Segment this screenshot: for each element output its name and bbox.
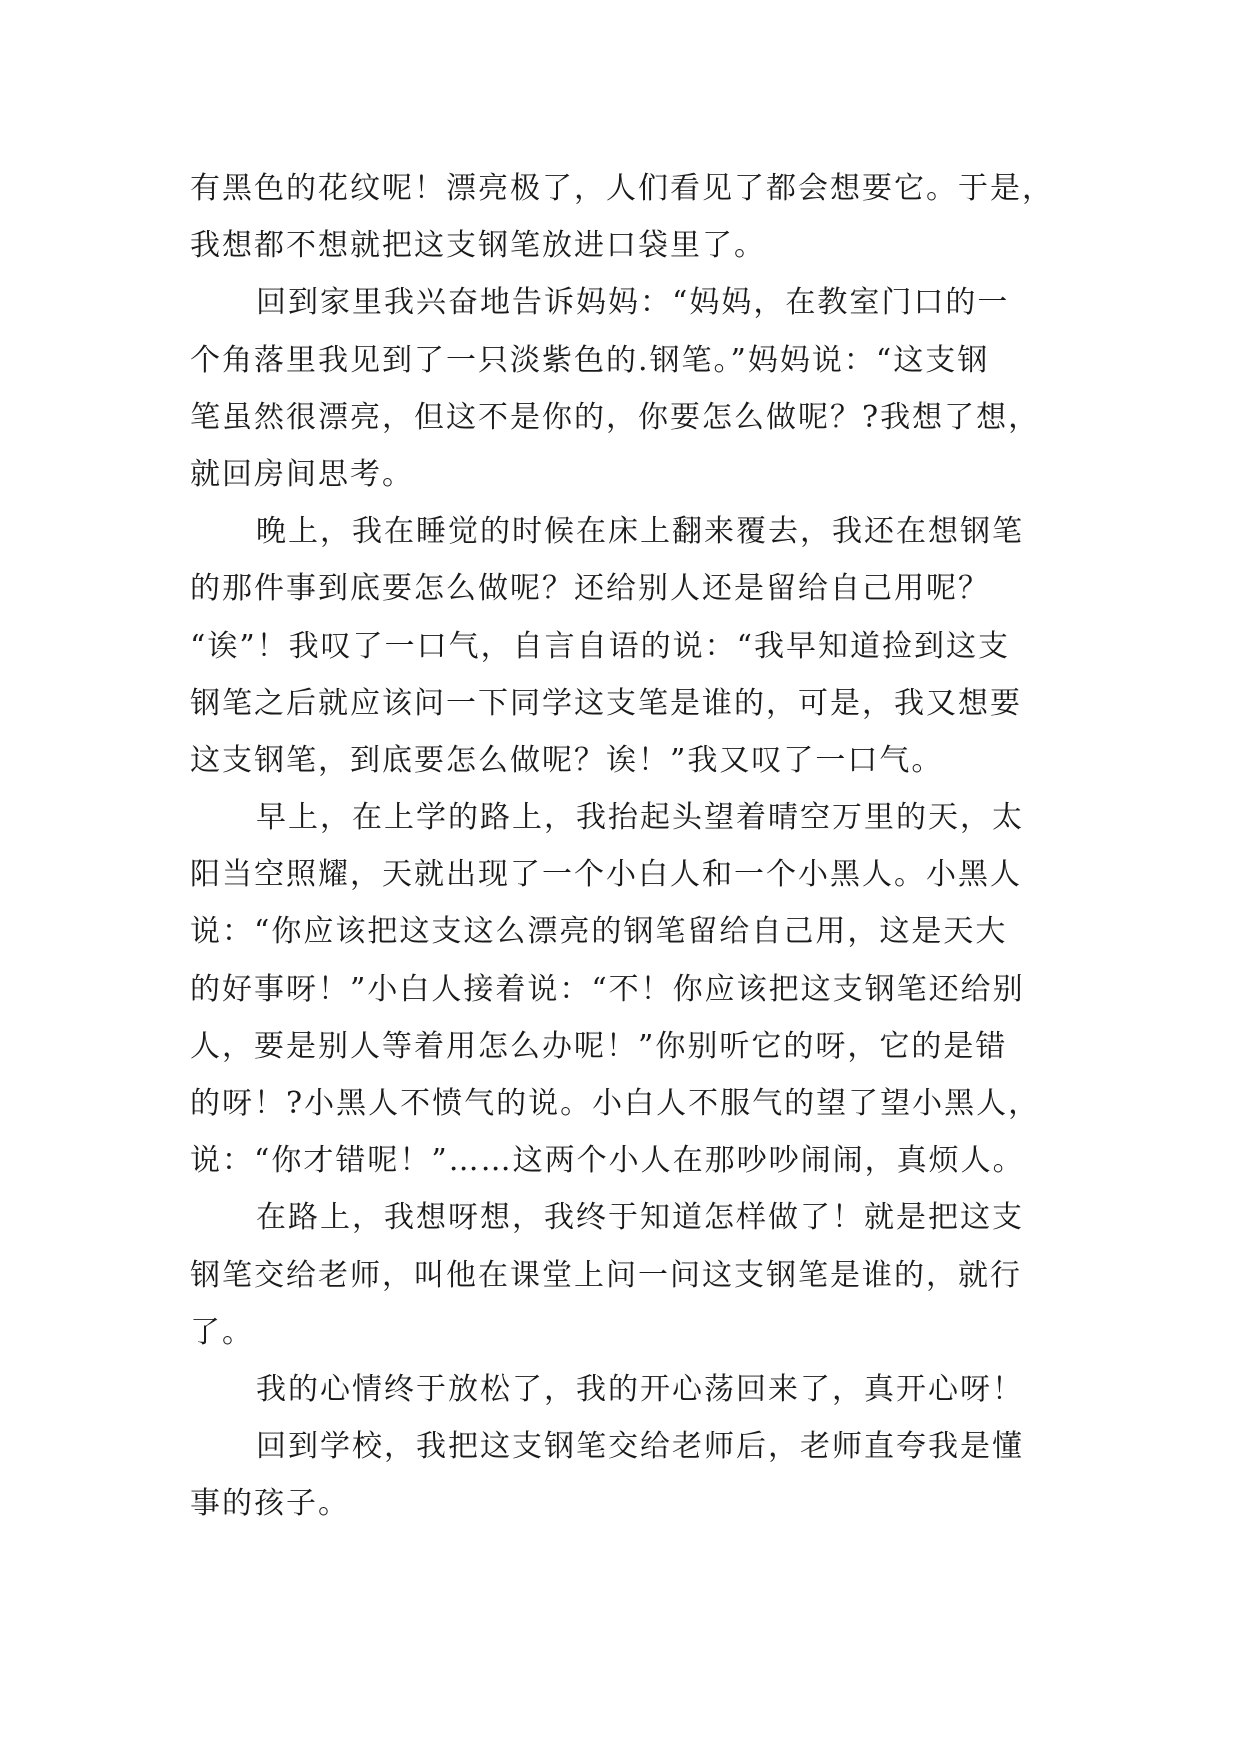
text-line: 的好事呀！”小白人接着说：“不！你应该把这支钢笔还给别 bbox=[190, 971, 1025, 1007]
text-line: 说：“你才错呢！”……这两个小人在那吵吵闹闹，真烦人。 bbox=[190, 1143, 1025, 1179]
text-line: “诶”！我叹了一口气，自言自语的说：“我早知道捡到这支 bbox=[190, 628, 1011, 664]
text-line: 早上，在上学的路上，我抬起头望着晴空万里的天，太 bbox=[256, 800, 1024, 836]
text-line: 有黑色的花纹呢！漂亮极了，人们看见了都会想要它。于是， bbox=[190, 171, 1054, 206]
text-line: 的呀！?小黑人不愤气的说。小白人不服气的望了望小黑人， bbox=[190, 1086, 1041, 1121]
text-line: 在路上，我想呀想，我终于知道怎样做了！就是把这支 bbox=[256, 1200, 1024, 1236]
text-line: 就回房间思考。 bbox=[190, 456, 414, 492]
text-line: 回到家里我兴奋地告诉妈妈：“妈妈，在教室门口的一 bbox=[256, 285, 1010, 321]
text-line: 的那件事到底要怎么做呢？还给别人还是留给自己用呢？ bbox=[190, 571, 990, 607]
text-line: 钢笔之后就应该问一下同学这支笔是谁的，可是，我又想要 bbox=[190, 685, 1022, 721]
text-line: 事的孩子。 bbox=[190, 1486, 350, 1522]
text-line: 回到学校，我把这支钢笔交给老师后，老师直夸我是懂 bbox=[256, 1429, 1024, 1465]
text-line: 人，要是别人等着用怎么办呢！”你别听它的呀，它的是错 bbox=[190, 1028, 1008, 1064]
text-line: 笔虽然很漂亮，但这不是你的，你要怎么做呢？?我想了想， bbox=[190, 399, 1041, 435]
text-line: 钢笔交给老师，叫他在课堂上问一问这支钢笔是谁的，就行 bbox=[190, 1257, 1022, 1293]
document-body bbox=[190, 160, 1055, 1533]
text-line: 个角落里我见到了一只淡紫色的.钢笔。”妈妈说：“这支钢 bbox=[190, 342, 990, 378]
text-line: 说：“你应该把这支这么漂亮的钢笔留给自己用，这是天大 bbox=[190, 914, 1008, 950]
text-line: 这支钢笔，到底要怎么做呢？诶！”我又叹了一口气。 bbox=[190, 742, 944, 778]
text-line: 我想都不想就把这支钢笔放进口袋里了。 bbox=[190, 228, 766, 264]
text-line: 晚上，我在睡觉的时候在床上翻来覆去，我还在想钢笔 bbox=[256, 514, 1024, 550]
text-line: 了。 bbox=[190, 1314, 254, 1350]
text-line: 我的心情终于放松了，我的开心荡回来了，真开心呀！ bbox=[256, 1371, 1024, 1407]
text-line: 阳当空照耀，天就出现了一个小白人和一个小黑人。小黑人 bbox=[190, 857, 1022, 893]
